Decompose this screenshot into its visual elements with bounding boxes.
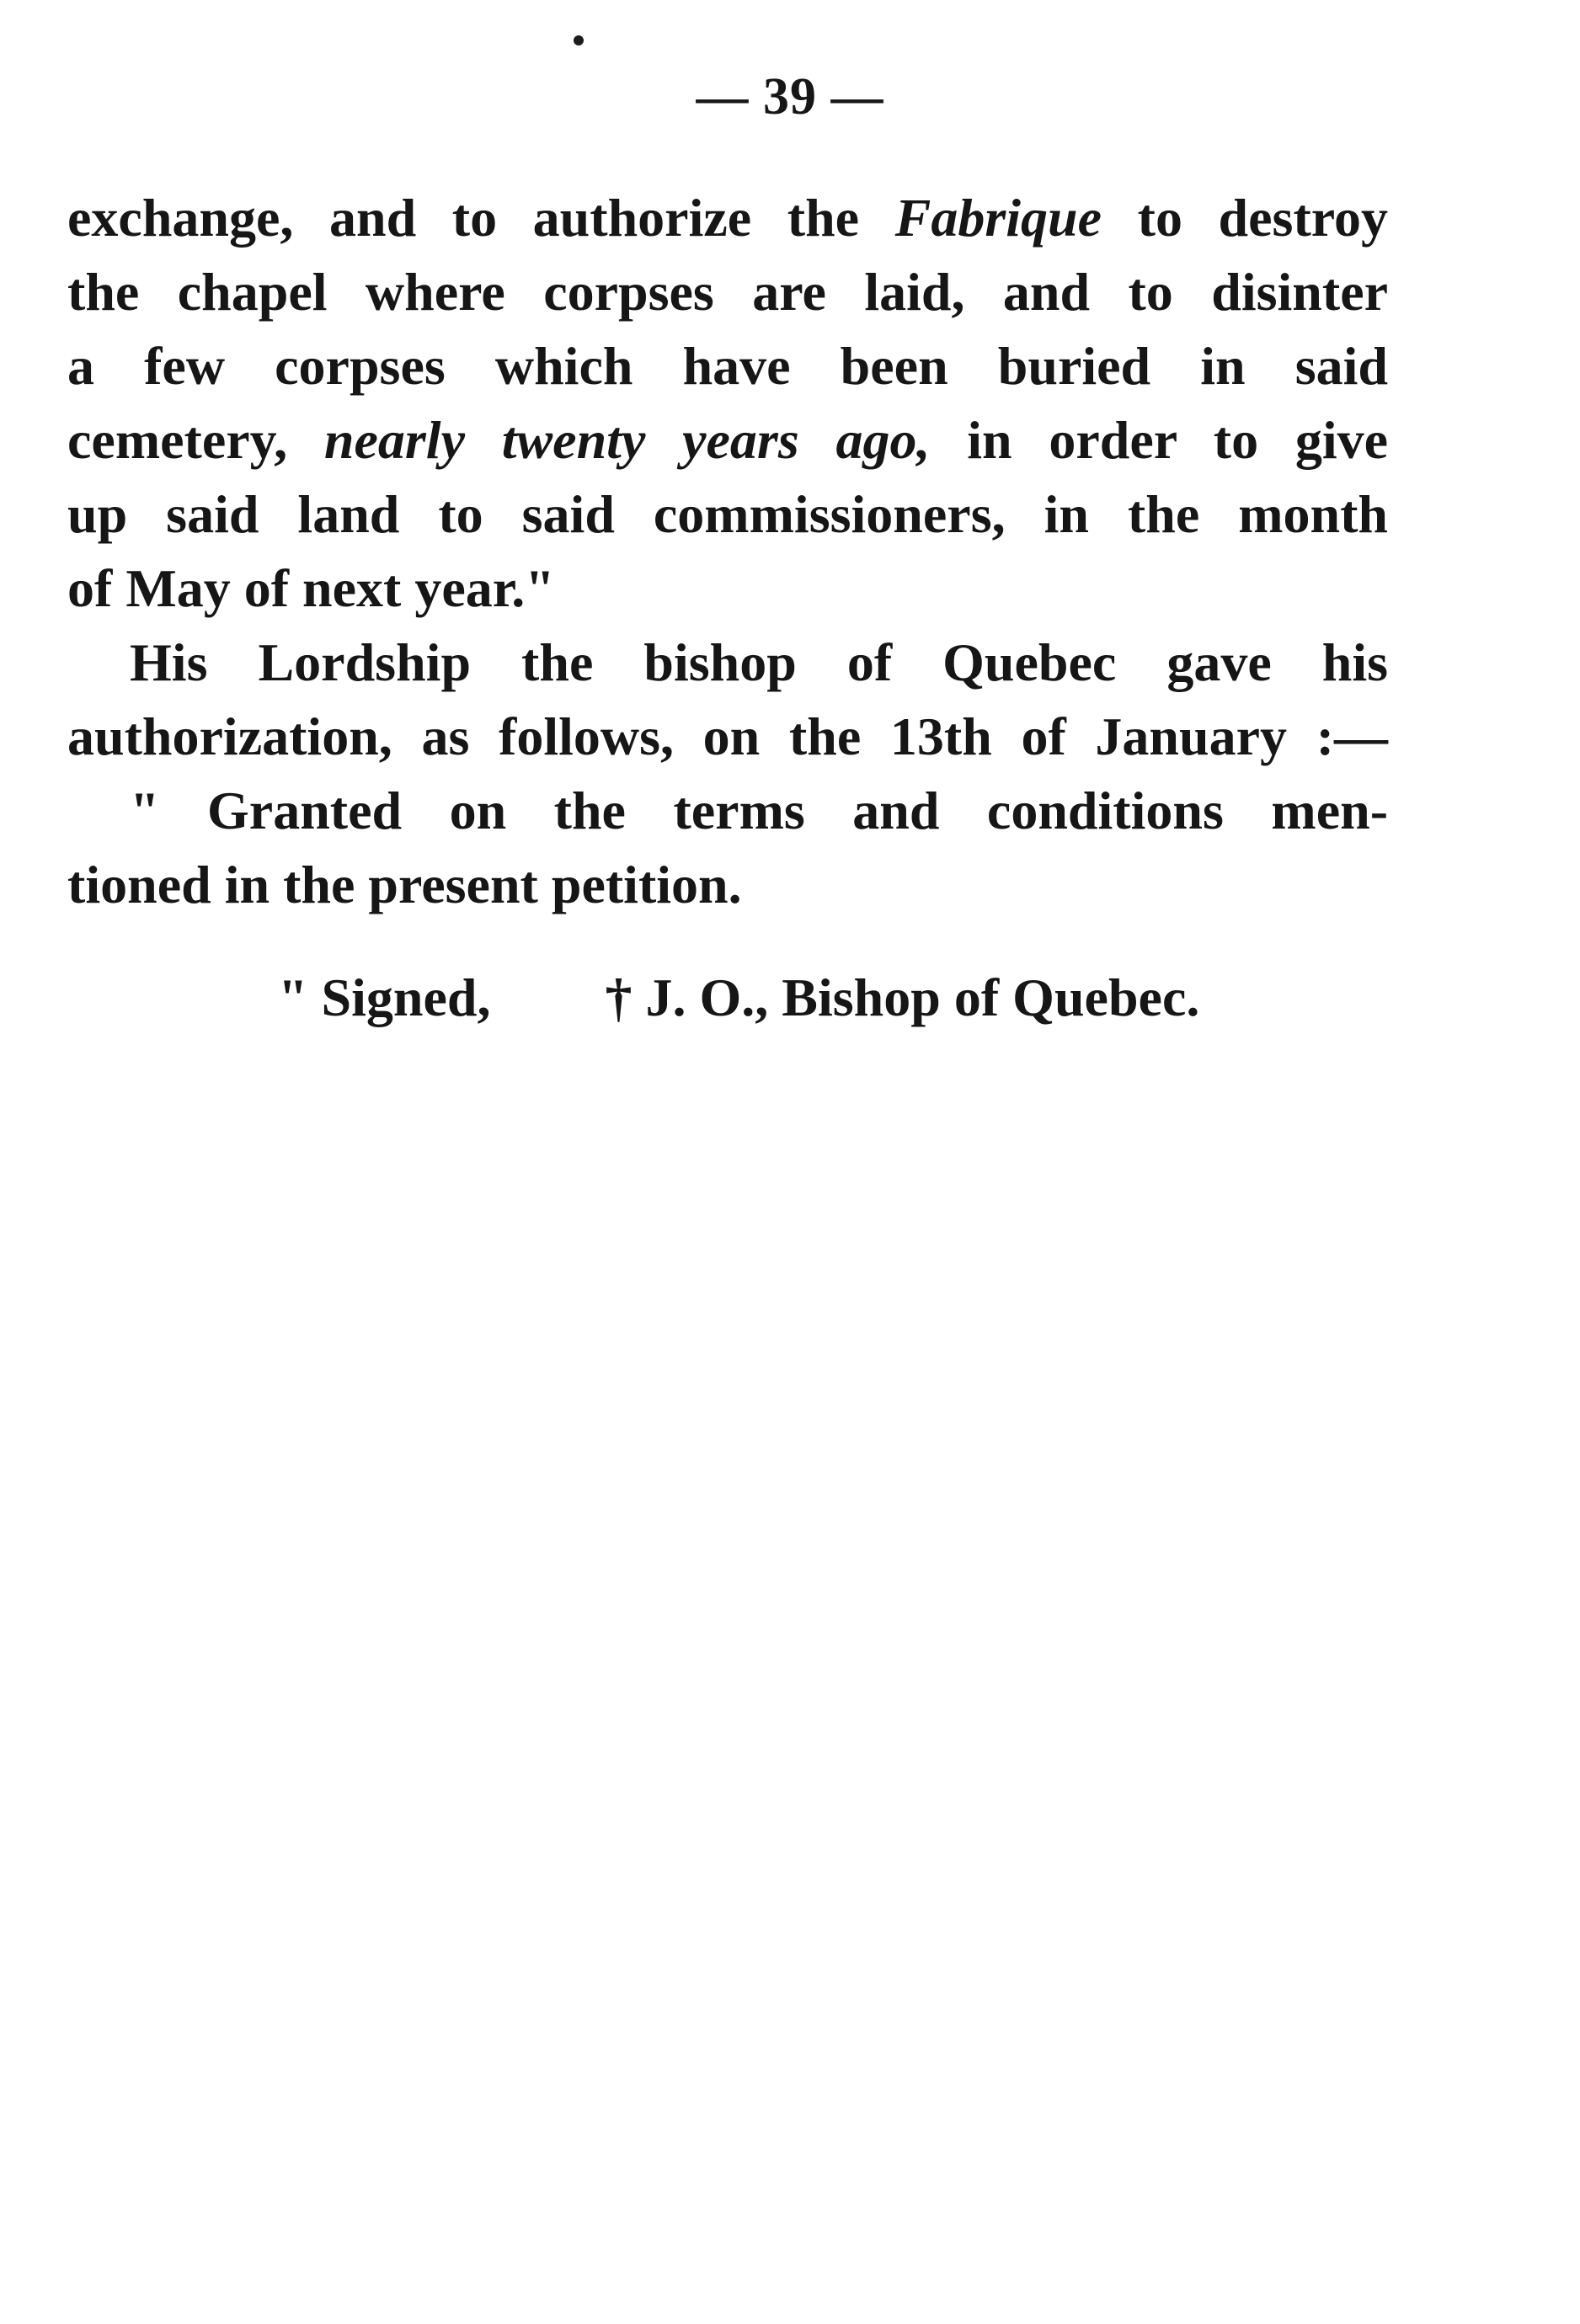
- page-number: — 39 —: [696, 68, 884, 125]
- text-line: the chapel where corpses are laid, and to disinter: [67, 262, 1388, 322]
- ink-speck: [574, 35, 584, 45]
- signed-label: " Signed,: [278, 967, 491, 1027]
- text-line: His Lordship the bishop of Quebec gave his: [130, 632, 1388, 692]
- text-line: up said land to said commissioners, in the month: [67, 484, 1388, 544]
- signature-line: [278, 967, 1199, 1029]
- text-line: authorization, as follows, on the 13th of January :—: [67, 706, 1388, 766]
- text-line: a few corpses which have been buried in said: [67, 336, 1388, 396]
- text-line: tioned in the present petition.: [67, 855, 742, 914]
- text-line: cemetery, nearly twenty years ago, in order to give: [67, 410, 1389, 470]
- text-line: exchange, and to authorize the Fabrique to destroy: [67, 188, 1389, 248]
- italic-phrase: nearly twenty years ago,: [323, 410, 931, 470]
- body-text: [67, 181, 1388, 922]
- italic-term: Fabrique: [894, 188, 1102, 248]
- text-line: of May of next year.": [67, 558, 555, 618]
- text-line: " Granted on the terms and conditions men-: [130, 781, 1388, 840]
- signer-name: † J. O., Bishop of Quebec.: [605, 967, 1200, 1027]
